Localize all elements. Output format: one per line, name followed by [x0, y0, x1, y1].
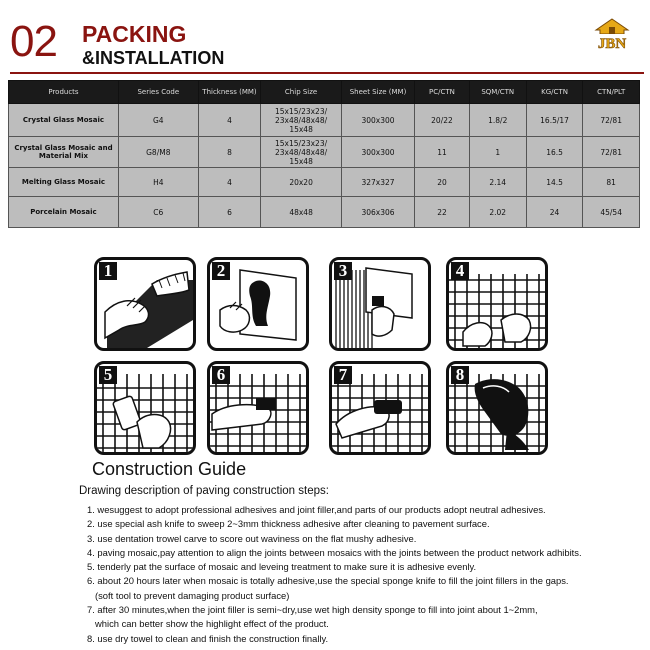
cell-thickness: 4: [198, 104, 261, 137]
cell-series: H4: [118, 168, 198, 197]
col-products: Products: [9, 81, 119, 104]
cell-sqm-ctn: 1: [469, 137, 526, 168]
brand-logo: [590, 18, 634, 64]
logo-text: JBN: [597, 36, 627, 52]
step-1-illustration: [94, 257, 196, 351]
step-7-illustration: [329, 361, 431, 455]
installation-steps-grid: [94, 257, 544, 457]
header-divider: [10, 72, 644, 74]
cell-ctn-plt: 72/81: [583, 137, 640, 168]
list-item: 8. use dry towel to clean and finish the construction finally.: [87, 632, 329, 644]
chip-size-line: 15x48: [289, 156, 313, 166]
cell-thickness: 6: [198, 197, 261, 228]
cell-chip-size: [261, 137, 342, 168]
col-ctn-plt: CTN/PLT: [583, 81, 640, 104]
construction-guide-title: Construction Guide: [92, 459, 247, 479]
col-pc-ctn: PC/CTN: [415, 81, 470, 104]
section-number: 02: [10, 17, 57, 66]
step-number: 5: [99, 366, 117, 384]
chip-size-line: 23x48/48x48/: [275, 147, 328, 157]
cell-pc-ctn: 20/22: [415, 104, 470, 137]
list-item: 6. about 20 hours later when mosaic is totally adhesive,use the special sponge knife to fill the joint fillers in the gaps.: [87, 575, 569, 587]
cell-product: Crystal Glass Mosaic: [9, 104, 119, 137]
step-2-illustration: [207, 257, 309, 351]
cell-chip-size: [261, 104, 342, 137]
cell-sheet-size: 306x306: [341, 197, 414, 228]
construction-steps-list: [87, 503, 647, 646]
chip-size-line: 15x48: [289, 124, 313, 134]
step-4-illustration: [446, 257, 548, 351]
cell-pc-ctn: 11: [415, 137, 470, 168]
cell-product: Porcelain Mosaic: [9, 197, 119, 228]
col-chip-size: Chip Size: [261, 81, 342, 104]
cell-ctn-plt: 72/81: [583, 104, 640, 137]
cell-pc-ctn: 22: [415, 197, 470, 228]
cell-product: Melting Glass Mosaic: [9, 168, 119, 197]
col-thickness: Thickness (MM): [198, 81, 261, 104]
list-item: (soft tool to prevent damaging product surface): [95, 589, 290, 601]
cell-sheet-size: 300x300: [341, 104, 414, 137]
table-row: [9, 137, 640, 168]
step-number: 1: [99, 262, 117, 280]
cell-pc-ctn: 20: [415, 168, 470, 197]
list-item: 4. paving mosaic,pay attention to align the joints between mosaics with the joints between the product network adhibits.: [87, 546, 582, 558]
step-number: 4: [451, 262, 469, 280]
cell-product: Crystal Glass Mosaic and Material Mix: [9, 137, 119, 168]
table-row: [9, 104, 640, 137]
cell-thickness: 4: [198, 168, 261, 197]
step-6-illustration: [207, 361, 309, 455]
chip-size-line: 15x15/23x23/: [275, 138, 328, 148]
step-number: 7: [334, 366, 352, 384]
cell-series: C6: [118, 197, 198, 228]
step-number: 2: [212, 262, 230, 280]
col-kg-ctn: KG/CTN: [526, 81, 583, 104]
cell-sqm-ctn: 2.14: [469, 168, 526, 197]
packing-spec-table: [8, 80, 640, 228]
col-series-code: Series Code: [118, 81, 198, 104]
step-number: 6: [212, 366, 230, 384]
col-sheet-size: Sheet Size (MM): [341, 81, 414, 104]
cell-ctn-plt: 45/54: [583, 197, 640, 228]
cell-sqm-ctn: 2.02: [469, 197, 526, 228]
cell-kg-ctn: 16.5: [526, 137, 583, 168]
list-item: which can better show the highlight effect of the product.: [95, 618, 329, 630]
list-item: 2. use special ash knife to sweep 2~3mm thickness adhesive after cleaning to pavement surface.: [87, 518, 490, 530]
step-number: 3: [334, 262, 352, 280]
cell-kg-ctn: 24: [526, 197, 583, 228]
list-item: 7. after 30 minutes,when the joint filler is semi~dry,use wet high density sponge to fill into joint about 1~2mm,: [87, 604, 538, 616]
cell-kg-ctn: 16.5/17: [526, 104, 583, 137]
list-item: 5. tenderly pat the surface of mosaic and leveing treatment to make sure it is adhesive evenly.: [87, 561, 477, 573]
cell-sheet-size: 300x300: [341, 137, 414, 168]
list-item: 3. use dentation trowel carve to score out waviness on the flat mushy adhesive.: [87, 532, 417, 544]
cell-chip-size: 48x48: [261, 197, 342, 228]
table-header-row: [9, 81, 640, 104]
cell-sheet-size: 327x327: [341, 168, 414, 197]
cell-sqm-ctn: 1.8/2: [469, 104, 526, 137]
list-item: 1. wesuggest to adopt professional adhesives and joint filler,and parts of our products adopt neutral adhesives.: [87, 504, 546, 515]
step-8-illustration: [446, 361, 548, 455]
chip-size-line: 15x15/23x23/: [275, 106, 328, 116]
section-title-packing: PACKING: [82, 21, 187, 47]
step-number: 8: [451, 366, 469, 384]
cell-kg-ctn: 14.5: [526, 168, 583, 197]
construction-guide-subtitle: Drawing description of paving construction steps:: [79, 485, 329, 497]
cell-chip-size: 20x20: [261, 168, 342, 197]
house-roof-icon: [594, 18, 630, 34]
page-header: [0, 0, 650, 74]
section-title-installation: &INSTALLATION: [82, 48, 225, 68]
cell-ctn-plt: 81: [583, 168, 640, 197]
chip-size-line: 23x48/48x48/: [275, 115, 328, 125]
table-row: [9, 168, 640, 197]
table-row: [9, 197, 640, 228]
cell-series: G4: [118, 104, 198, 137]
step-3-illustration: [329, 257, 431, 351]
cell-thickness: 8: [198, 137, 261, 168]
cell-series: G8/M8: [118, 137, 198, 168]
step-5-illustration: [94, 361, 196, 455]
col-sqm-ctn: SQM/CTN: [469, 81, 526, 104]
